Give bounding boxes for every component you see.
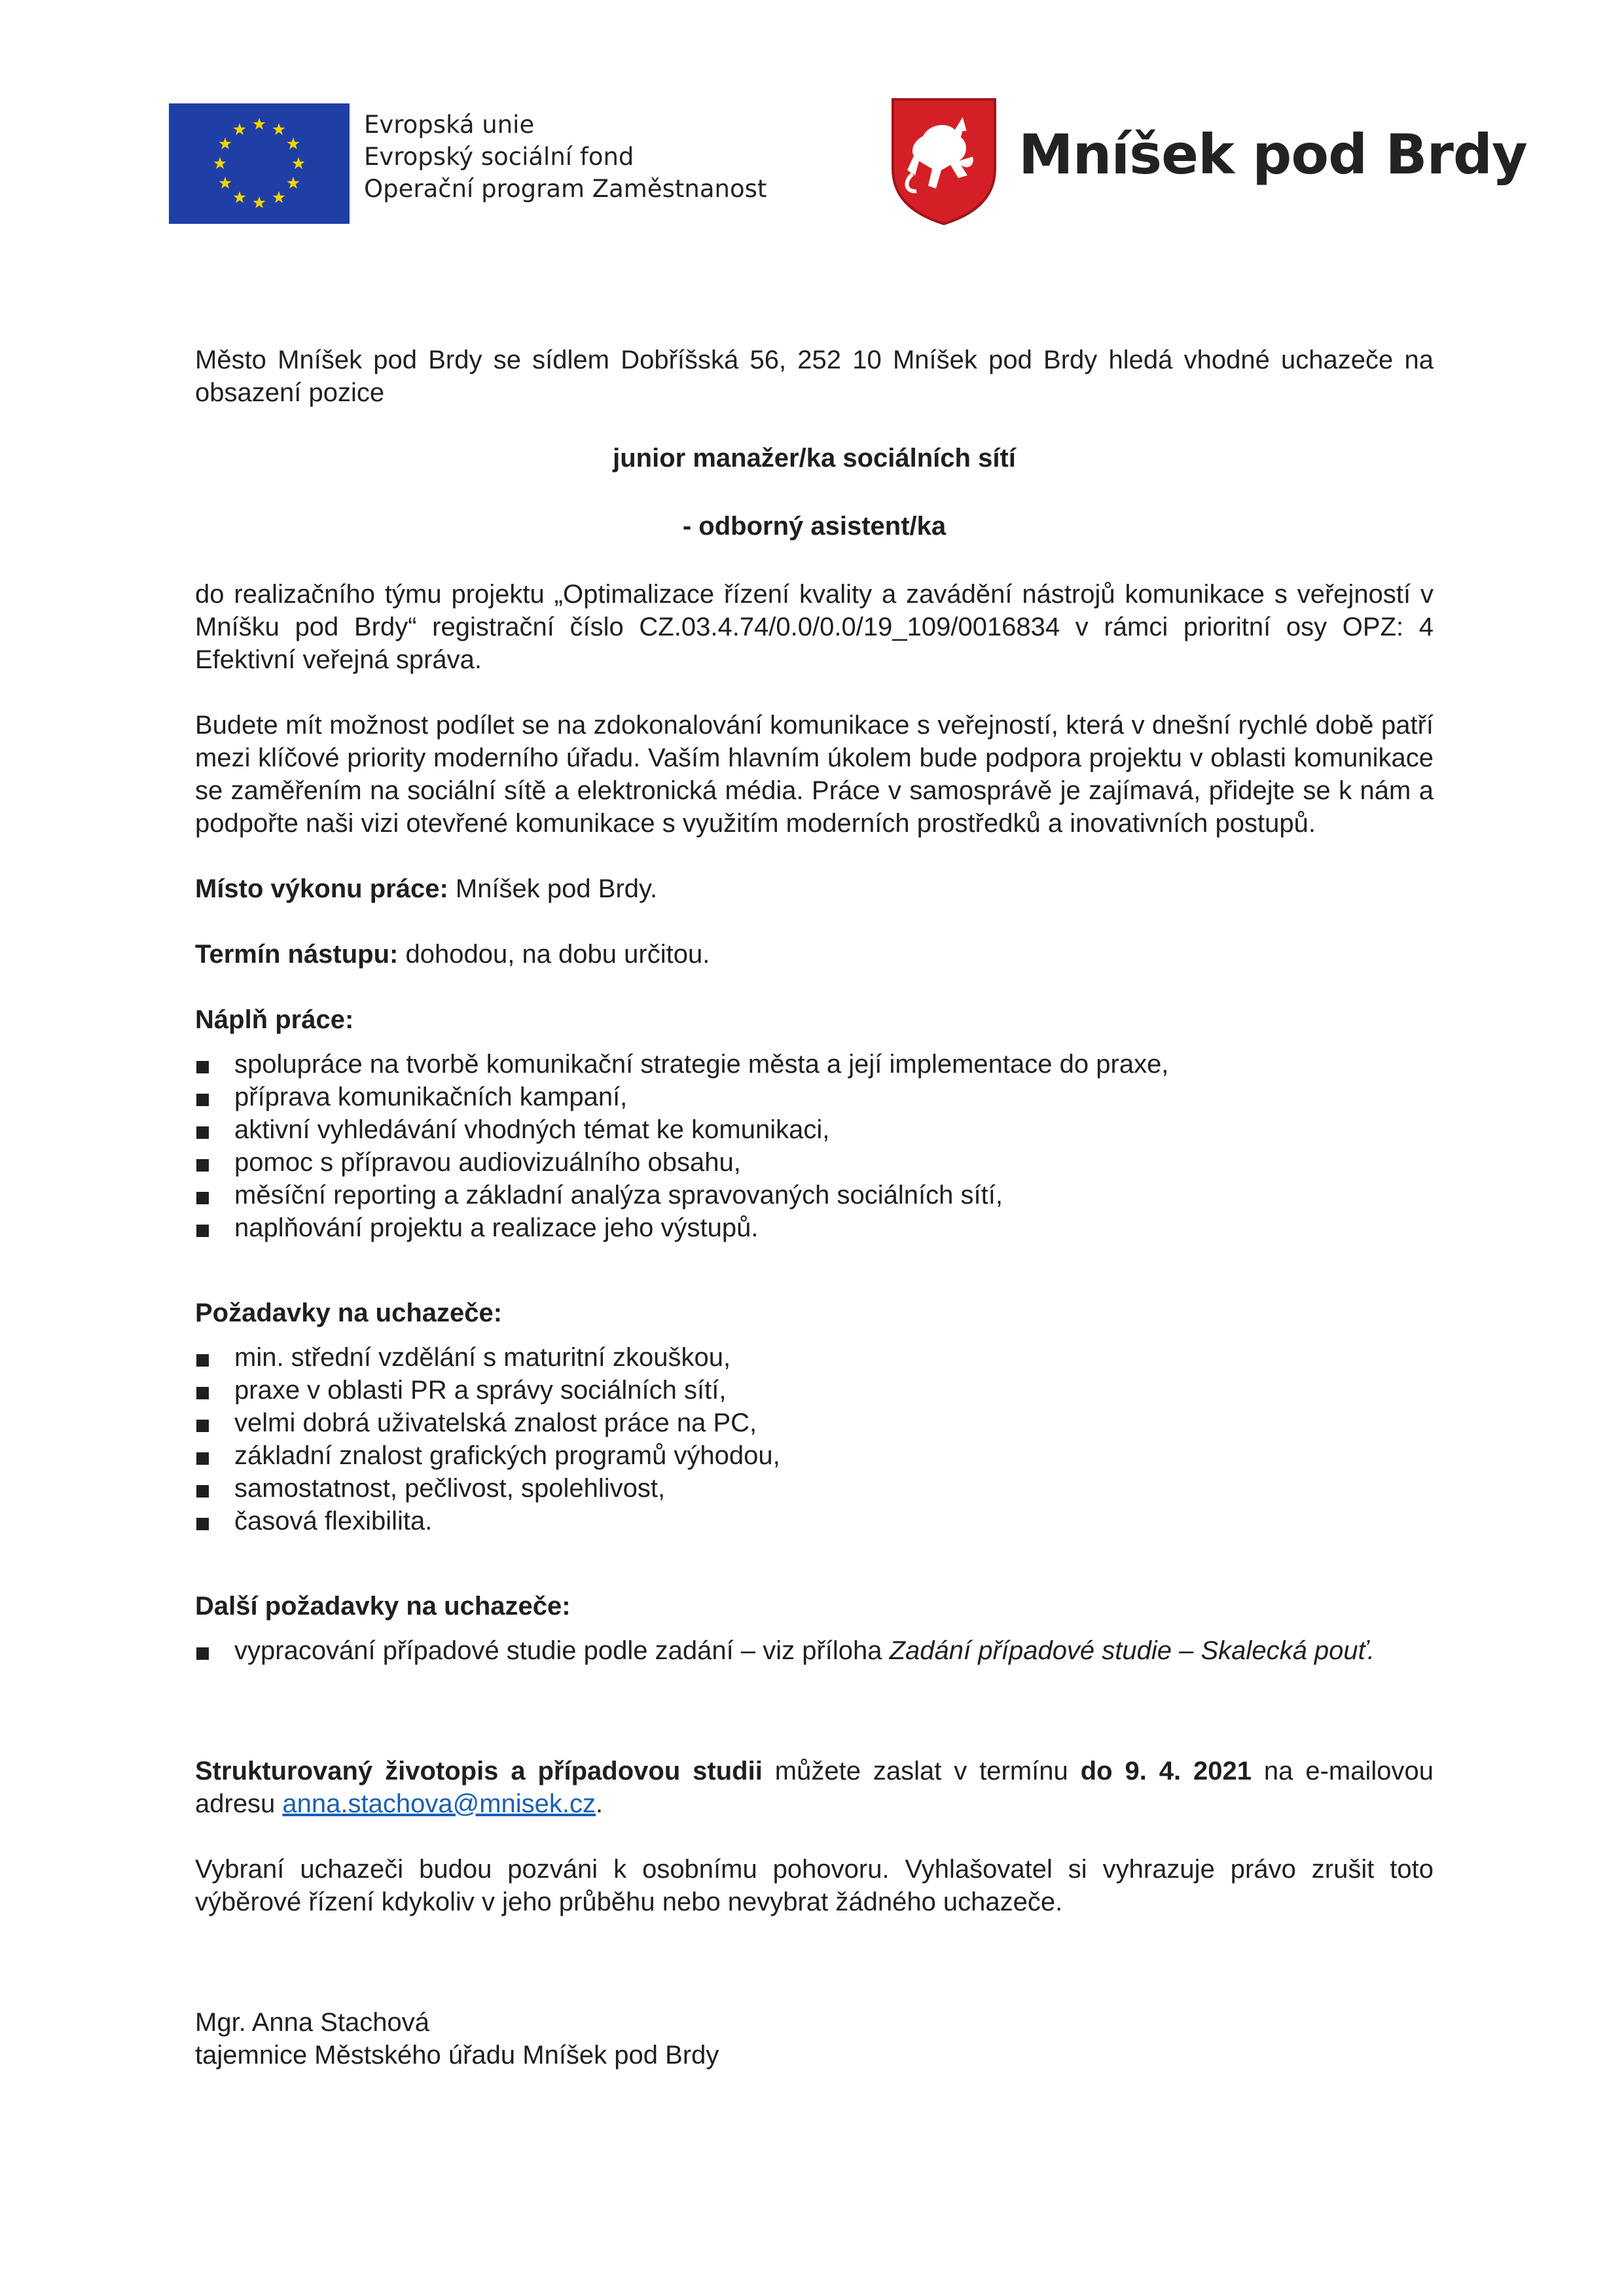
list-item: příprava komunikačních kampaní, [195, 1081, 1434, 1113]
start-date-value: dohodou, na dobu určitou. [398, 940, 710, 969]
eu-line: Evropský sociální fond [364, 143, 634, 171]
list-item: pomoc s přípravou audiovizuálního obsahu, [195, 1146, 1434, 1179]
duties-list [195, 1048, 1434, 1244]
email-link[interactable]: anna.stachova@mnisek.cz [282, 1789, 596, 1818]
list-item: velmi dobrá uživatelská znalost práce na PC, [195, 1407, 1434, 1439]
start-date-label: Termín nástupu: [195, 940, 399, 969]
town-name: Mníšek pod Brdy [1019, 122, 1527, 187]
selection-note: Vybraní uchazeči budou pozváni k osobnímu pohovoru. Vyhlašovatel si vyhrazuje právo zrušit toto výběrové řízení kdykoliv v jeho průběhu nebo nevybrat žádného uchazeče. [195, 1855, 1434, 1916]
application-paragraph [195, 1755, 1434, 1820]
job-subtitle: - odborný asistent/ka [682, 512, 947, 541]
list-item: samostatnost, pečlivost, spolehlivost, [195, 1472, 1434, 1505]
duties-heading: Náplň práce: [195, 1005, 354, 1034]
workplace-value: Mníšek pod Brdy. [448, 874, 658, 903]
project-paragraph: do realizačního týmu projektu „Optimalizace řízení kvality a zavádění nástrojů komunikace s veřejností v Mníšku pod Brdy“ registrační číslo CZ.03.4.74/0.0/0.0/19_109/0016834 v rámci prioritní osy OPZ: 4 Efektivní veřejná správa. [195, 580, 1434, 674]
letterhead [0, 0, 1624, 275]
application-text: na e-mailovou adresu [195, 1757, 1434, 1818]
list-item: naplňování projektu a realizace jeho výstupů. [195, 1211, 1434, 1244]
list-item: praxe v oblasti PR a správy sociálních sítí, [195, 1374, 1434, 1407]
eu-line: Operační program Zaměstnanost [364, 175, 767, 203]
application-text: můžete zaslat v termínu [762, 1757, 1081, 1785]
application-text: . [596, 1789, 604, 1818]
workplace-label: Místo výkonu práce: [195, 874, 448, 903]
other-requirements-list [195, 1634, 1434, 1667]
list-item: min. střední vzdělání s maturitní zkouškou, [195, 1341, 1434, 1374]
eu-program-text [364, 109, 767, 205]
intro-paragraph: Město Mníšek pod Brdy se sídlem Dobříšská 56, 252 10 Mníšek pod Brdy hledá vhodné uchazeče na obsazení pozice [195, 346, 1434, 407]
list-item [195, 1634, 1434, 1667]
signature-role: tajemnice Městského úřadu Mníšek pod Brdy [195, 2041, 719, 2070]
list-item: aktivní vyhledávání vhodných témat ke komunikaci, [195, 1113, 1434, 1146]
deadline: do 9. 4. 2021 [1080, 1757, 1252, 1785]
list-item: základní znalost grafických programů výhodou, [195, 1439, 1434, 1472]
requirements-heading: Požadavky na uchazeče: [195, 1299, 503, 1327]
list-item: spolupráce na tvorbě komunikační strategie města a její implementace do praxe, [195, 1048, 1434, 1081]
application-bold: Strukturovaný životopis a případovou studii [195, 1757, 763, 1785]
case-study-text: vypracování případové studie podle zadání – viz příloha [234, 1636, 890, 1665]
job-title: junior manažer/ka sociálních sítí [613, 444, 1016, 473]
requirements-list [195, 1341, 1434, 1537]
case-study-attachment: Zadání případové studie – Skalecká pouť. [889, 1636, 1375, 1665]
list-item: časová flexibilita. [195, 1505, 1434, 1537]
description-paragraph: Budete mít možnost podílet se na zdokonalování komunikace s veřejností, která v dnešní rychlé době patří mezi klíčové priority moderního úřadu. Vaším hlavním úkolem bude podpora projektu v oblasti komunikace se zaměřením na sociální sítě a elektronická média. Práce v samosprávě je zajímavá, přidejte se k nám a podpořte naši vizi otevřené komunikace s využitím moderních prostředků a inovativních postupů. [195, 711, 1434, 838]
workplace-line [195, 872, 1434, 905]
town-crest-logo [890, 97, 998, 225]
eu-line: Evropská unie [364, 111, 535, 139]
eu-flag-logo [169, 103, 350, 224]
list-item: měsíční reporting a základní analýza spravovaných sociálních sítí, [195, 1179, 1434, 1211]
other-requirements-heading: Další požadavky na uchazeče: [195, 1592, 571, 1621]
document-body [195, 344, 1434, 2072]
signature-name: Mgr. Anna Stachová [195, 2008, 430, 2037]
start-date-line [195, 938, 1434, 971]
